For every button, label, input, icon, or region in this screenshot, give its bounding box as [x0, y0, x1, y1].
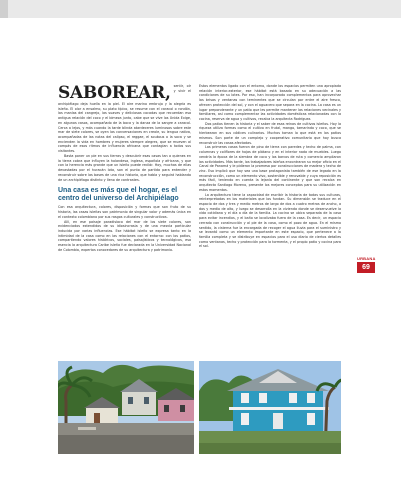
street-houses-photo — [58, 361, 194, 454]
blue-house-photo — [199, 361, 341, 454]
body-paragraph: Con esa arquitectura, colores, disposición y formas que son fruto de su historia, las casas isleñas son patrimonio de singular valor y además única en el contexto colombiano por sus rasgos culturales y constructivos. — [58, 205, 191, 219]
drop-word: SABOREAR, — [58, 83, 171, 103]
body-paragraph: Estos elementos ligado con el entorno, donde los espacios permiten una apropiada relación interior-exterior, ese hábitat está basado en su adecuación a las condiciones de su lotes. Por eso, han incorporado complementos para aprovechar las brisas y ventanas con teminentes que se circulan por entre el aire fresco, ofrecen protección del sol, y con el aguacero que separa en la cocina. La casa es un lugar preponderante y un patio que les permite mantener las relaciones vecinales y familiares, así como complementar las actividades domésticas relacionadas con la cocina, reserva de agua y cultivos, recalca la arquitecta Rodríguez. — [199, 84, 341, 122]
section-subhead: Una casa es más que el hogar, es el centro del universo del Archipiélago — [58, 187, 179, 202]
lead-paragraph — [58, 84, 191, 154]
body-paragraph: Las primeras casas fueron de pino de tierra con paredes y techo de palma, con columnas y coliflores de hojas de plátano y en el interior nada de muebles. Luego vendría la época de la siembra de coco y los barcos de ruta y comercio ampliaron las actividades. Más tarde, los trabajadores isleños encontraron su mejor oficio en el Canal de Panamá y le pidieron la promesa por construcciones de madera y techo de zinc. Eso implicó que hoy sea una base protagonista también de ese legado en la reconstrucción, como un elemento vivo, sostenible y renovable y cuya reposición es más fácil, teniendo en cuenta la lejanía del continente y que son recalca en arquitecta Santiago Moreno, presente los mejores conceptos para su utilización en estos momentos. — [199, 145, 341, 192]
body-paragraph: Allí, en ese paisaje paradisíaco del mar de los siete colores, son evidenciados extendidos de su idiosincrasia y de una mezcla particular inducida por varias influencias. Ese hábitat isleño se expresa tanto en la intimidad de la casa como en las relaciones con el entorno: con los patios, compartiendo valores históricos, sociales, paisajísticos y tecnológicos, esa esencia la arquitectura Caribe isleña fue declarada en la Universidad Nacional de Colombia, expertos conocedores de su arquitectura y patrimonio. — [58, 219, 191, 252]
lead-text: sentir, oír y vivir el archipiélago deja huella en la piel. El aire marino embrujo y la alegría es isleño. El olor a ensalmo, su plato típico, se resume con el caracol o rondón, las manías del cangrejo, las suaves y deliciosas cocadas que recuerdan esa antigua relación del coco y el bimeza junto, cabe que se vive los Unida Exige, en algunos casos, acompañado de la boca y la danza de la sangre a caracol. Cerca a lejos, y más cuando la tarde blinda atardeceres luminosos sobre este mar de siete colores, se oyen las conversaciones en creole, su lengua nativa, acompañadas de las notas del calipso, el reggae, el soukous o la soca y se encienden la vida en hombres y mujeres siempre alegres, que se mueven al compás de esos ritmos de influencia africana que contagian a todos sus visitantes. — [58, 84, 191, 154]
body-paragraph: Basta poner un pie en sus tierras y descubrir esas casas tan a quienes en la tierra cobra que influyen la holandesa, inglesa, española y africana, y que con la herencia más grande que un isleño puede recibir. Hoy, muchas de ellas devastadas por el huracán Iota, son el punto de partida para entender y reconstruir sobre las bases de una rica historia, que habla y seguirá hablando de un archipiélago distinto y lleno de contrastes. — [58, 153, 191, 182]
header-band — [0, 0, 401, 18]
page-number: 69 — [357, 262, 375, 273]
article-left-column — [58, 84, 191, 253]
header-band-shade — [0, 0, 8, 18]
body-paragraph: Dos patios tienen la historia y el saber de esas reinas de cultivos isleños. Hoy la riqueza utiliza formas como el cultivo en frutal, mango, tamarindo y coco, que se hierbearon en sus códices culinarios. Muchos toman lo que está en los patios mismos. Son parte de un complejo y cooperativo comunitario que hoy busca reconstruir las casas afectadas. — [199, 121, 341, 145]
section-tag: URBANA — [357, 256, 376, 261]
page-marker — [357, 256, 375, 273]
body-paragraph: La arquitectura tiene la capacidad de escribir la historia de todas sus culturas, reinterpretadas en los materiales que los fundan. Su dimensión se traduce en el espacio de dos y tres y medio metros de largo de dos a cuatro metros de ancho, a dos y medio de alto, y luego se desarrolla en la vivienda donde se desenvuelve la vida cotidiana y el día a día de la familia. La cocina se ubica separada de la casa para evitar incendios, y el baño se localizaba fuera de la casa. Es decir, un espacio cerrado con construcción y al pie de la casa, como el pozo de agua. En el mismo sentido, la cisterna fue la encargada de recoger el agua lluvia para el suministro y se levantó como un elemento importante en este espacio, que pertenece a la familia completa y se distribuye en espacios para el uso diario de ciertos detalles como ventanas, techo y protección para la tormenta, y el propio patio y cocina para el sol. — [199, 192, 341, 249]
article-right-column — [199, 84, 341, 249]
